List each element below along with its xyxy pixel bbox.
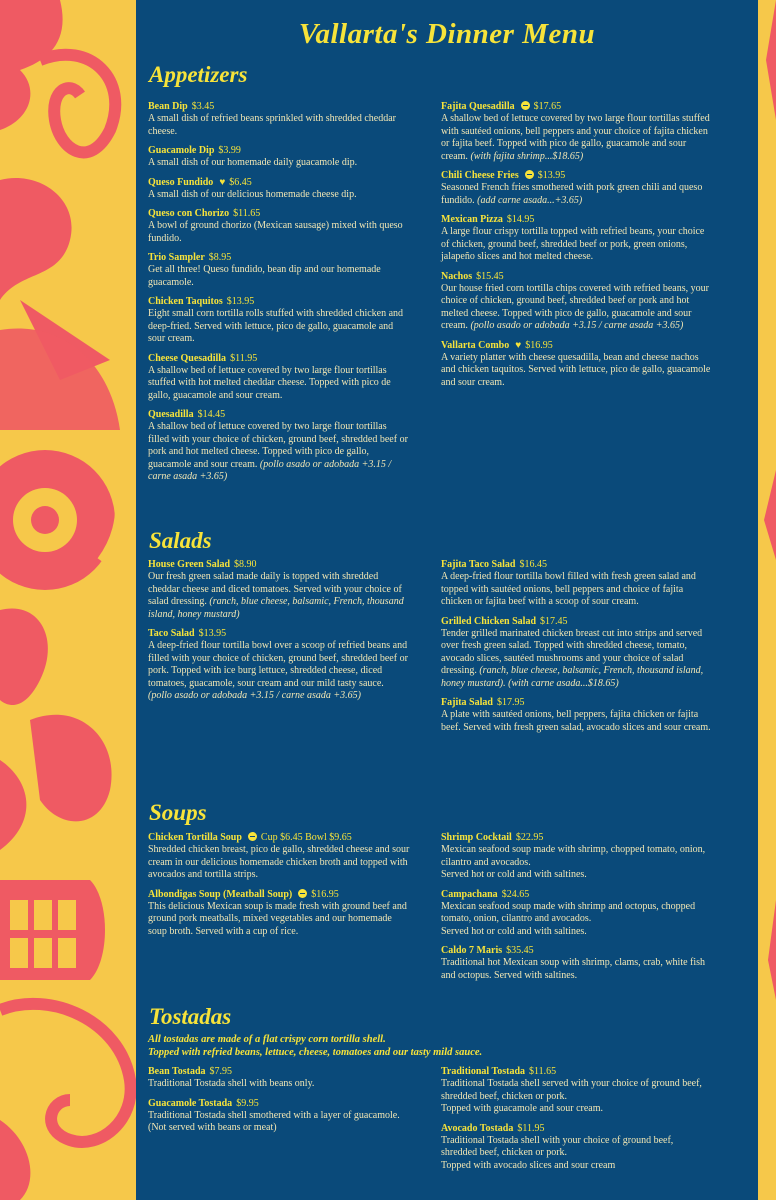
- decorative-edge-art: [758, 0, 776, 1200]
- section-title-salads: Salads: [149, 528, 212, 553]
- menu-item-name: Caldo 7 Maris: [441, 945, 503, 956]
- menu-item: [441, 100, 711, 163]
- menu-item-description: [148, 220, 410, 245]
- menu-item-header: [148, 100, 410, 113]
- menu-item-header: [148, 352, 410, 365]
- menu-item-description: [148, 113, 410, 138]
- spicy-icon: [521, 101, 530, 110]
- menu-item-price: $11.95: [230, 352, 258, 364]
- menu-item-header: [148, 251, 410, 264]
- menu-item: [148, 1097, 410, 1135]
- menu-item: [148, 295, 410, 346]
- menu-item-description-text: Our house fried corn tortilla chips covered with refried beans, your choice of chicken, ground beef, shredded beef or pork and hot melted cheese. Topped with pico de gallo, guacamole and sour cream.: [441, 282, 709, 331]
- menu-item-description-text: A shallow bed of lettuce covered by two large flour tortillas filled with your choice of chicken, ground beef, shredded beef or pork and hot melted cheese. Topped with pico de gallo, guacamole and sour cream.: [148, 421, 408, 470]
- menu-item-name: Fajita Taco Salad: [441, 559, 516, 570]
- menu-item-description: [441, 628, 711, 691]
- menu-item-description-text: A deep-fried flour tortilla bowl over a scoop of refried beans and filled with your choice of chicken, ground beef, shredded beef or pork. Topped with ice burg lettuce, shredded cheese, diced tomatoes, guacamole, sour cream and our mild tasty sauce.: [148, 640, 408, 689]
- menu-item-header: [441, 944, 711, 957]
- menu-item-price: $17.65: [533, 101, 562, 112]
- menu-item-option-note: (pollo asado or adobada +3.15 / carne asada +3.65): [470, 320, 684, 331]
- menu-item-header: [148, 295, 410, 308]
- menu-item-price: $6.45: [229, 176, 252, 188]
- menu-item-price: $14.95: [506, 214, 535, 225]
- menu-item-description-text: Traditional hot Mexican soup with shrimp, clams, crab, white fish and octopus. Served with saltines.: [441, 957, 706, 981]
- menu-item-header: [441, 339, 711, 352]
- menu-item-description: [148, 157, 410, 170]
- menu-item-header: [148, 1097, 410, 1110]
- tostadas-left-column: [148, 1065, 410, 1141]
- salads-left-column: [148, 558, 410, 709]
- menu-item-header: [441, 1065, 711, 1078]
- menu-item: [441, 169, 711, 207]
- menu-item-serving-note: Topped with avocado slices and sour cream: [441, 1159, 616, 1171]
- menu-item-name: Traditional Tostada: [441, 1066, 526, 1077]
- tostadas-intro-line-2: Topped with refried beans, lettuce, cheese, tomatoes and our tasty mild sauce.: [148, 1047, 483, 1058]
- menu-item-description: [441, 1078, 711, 1103]
- menu-item-description-text: Traditional Tostada shell with your choice of ground beef, shredded beef, chicken or pork.: [441, 1134, 674, 1158]
- menu-item: [441, 1122, 711, 1173]
- menu-item-description-text: A small dish of refried beans sprinkled with shredded cheddar cheese.: [148, 113, 396, 137]
- menu-item-description: [148, 571, 410, 621]
- menu-item-description-text: Eight small corn tortilla rolls stuffed with shredded chicken and deep-fried. Served with lettuce, pico de gallo, guacamole and sour cream.: [148, 308, 404, 344]
- menu-item-name: Bean Dip: [148, 101, 188, 112]
- menu-item-name: Guacamole Tostada: [148, 1097, 233, 1109]
- menu-item-name: Quesadilla: [148, 409, 194, 420]
- menu-item-header: [441, 696, 711, 709]
- menu-item: [148, 251, 410, 289]
- menu-item: [441, 696, 711, 734]
- menu-item-name: Trio Sampler: [148, 252, 205, 263]
- menu-item-header: [441, 1122, 711, 1135]
- menu-item-description-text: Shredded chicken breast, pico de gallo, shredded cheese and sour cream in our delicious homemade chicken broth and topped with avocados and tortilla strips.: [148, 844, 410, 880]
- menu-item-description: [148, 264, 410, 289]
- menu-item-description: [441, 901, 711, 926]
- menu-item: [441, 831, 711, 882]
- menu-item-header: [441, 888, 711, 901]
- menu-item-price: $13.95: [198, 628, 227, 639]
- menu-item-serving-note: Topped with guacamole and sour cream.: [441, 1103, 604, 1114]
- heart-icon: ♥: [219, 176, 226, 188]
- menu-item-description: [441, 226, 711, 264]
- menu-item-description-text: Seasoned French fries smothered with pork green chili and queso fundido.: [441, 182, 703, 206]
- menu-item-description: [148, 844, 410, 882]
- menu-item-price: $9.95: [236, 1097, 259, 1109]
- menu-item-description: [441, 957, 711, 982]
- menu-item-name: Guacamole Dip: [148, 145, 215, 156]
- menu-item-name: Campachana: [441, 888, 498, 900]
- menu-title: Vallarta's Dinner Menu: [298, 18, 596, 50]
- menu-item-price: $22.95: [515, 832, 544, 843]
- soups-left-column: [148, 831, 410, 944]
- menu-item: [148, 888, 410, 939]
- menu-item-option-note: (pollo asado or adobada +3.15 / carne asada +3.65): [148, 458, 392, 482]
- menu-item-name: Grilled Chicken Salad: [441, 615, 537, 627]
- menu-item-name: Queso con Chorizo: [148, 208, 230, 219]
- menu-item-name: Chicken Taquitos: [148, 296, 223, 307]
- menu-item-description-text: A shallow bed of lettuce covered by two large flour tortillas stuffed with hot melted cheddar cheese. Topped with pico de gallo, guacamole and sour cream.: [148, 364, 391, 401]
- menu-item-description-text: Get all three! Queso fundido, bean dip and our homemade guacamole.: [148, 264, 381, 288]
- menu-item-description-text: This delicious Mexican soup is made fresh with ground beef and ground pork meatballs, mixed vegetables and our homemade soup broth. Served with a cup of rice.: [148, 900, 407, 937]
- tostadas-right-column: [441, 1065, 711, 1178]
- menu-item-description: [148, 640, 410, 703]
- menu-item-header: [148, 144, 410, 157]
- menu-item-header: [148, 831, 410, 844]
- menu-item-description-text: Traditional Tostada shell served with your choice of ground beef, shredded beef, chicken or pork.: [441, 1078, 702, 1102]
- menu-item-price: $16.95: [525, 339, 553, 351]
- appetizers-left-column: [148, 100, 410, 490]
- menu-item-price: $8.90: [234, 559, 257, 570]
- menu-item-header: [441, 100, 711, 113]
- menu-item-option-note: (ranch, blue cheese, balsamic, French, thousand island, honey mustard): [148, 596, 404, 620]
- menu-item: [148, 352, 410, 403]
- menu-item-price: Cup $6.45 Bowl $9.65: [260, 832, 352, 843]
- menu-item-description: [441, 283, 711, 333]
- menu-item: [441, 615, 711, 691]
- menu-item-description: [441, 571, 711, 609]
- menu-item-description-text: Traditional Tostada shell smothered with a layer of guacamole. (Not served with beans or meat): [148, 1109, 400, 1133]
- menu-item: [441, 1065, 711, 1116]
- menu-item-description-text: A shallow bed of lettuce covered by two large flour tortillas stuffed with sautéed onions, bell peppers and your choice of fajita chicken or fajita beef. Topped with pico de gallo, guacamole and sour cream.: [441, 113, 710, 162]
- menu-item-description: [441, 182, 711, 207]
- menu-item-name: Queso Fundido: [148, 176, 214, 188]
- menu-item-description: [148, 189, 410, 202]
- section-title-appetizers: Appetizers: [149, 62, 248, 87]
- menu-item-option-note: (ranch, blue cheese, balsamic, French, thousand island, honey mustard). (with carne asada...$18.65): [441, 665, 704, 689]
- soups-right-column: [441, 831, 711, 988]
- spicy-icon: [248, 832, 257, 841]
- menu-item: [148, 1065, 410, 1091]
- menu-item-description-text: Our fresh green salad made daily is topped with shredded cheddar cheese and diced tomatoes. Served with your choice of salad dressing.: [148, 571, 402, 607]
- menu-item-header: [148, 558, 410, 571]
- salads-right-column: [441, 558, 711, 740]
- menu-panel: [136, 0, 758, 1200]
- menu-item-price: $11.95: [517, 1122, 545, 1134]
- menu-item-header: [441, 270, 711, 283]
- menu-item-header: [148, 176, 410, 189]
- menu-item-name: Avocado Tostada: [441, 1122, 514, 1134]
- menu-item: [441, 213, 711, 264]
- menu-item-price: $15.45: [476, 270, 504, 282]
- menu-item-description: [148, 901, 410, 939]
- menu-item-header: [148, 1065, 410, 1078]
- menu-item: [148, 627, 410, 703]
- menu-item-price: $7.95: [209, 1066, 233, 1077]
- menu-item: [441, 558, 711, 609]
- menu-item-description-text: Mexican seafood soup made with shrimp and octopus, chopped tomato, onion, cilantro and avocados.: [441, 900, 696, 924]
- menu-item-price: $13.95: [537, 170, 566, 181]
- menu-item-description-text: Mexican seafood soup made with shrimp, chopped tomato, onion, cilantro and avocados.: [441, 844, 706, 868]
- menu-item-price: $24.65: [501, 888, 530, 900]
- menu-item-description: [441, 1135, 711, 1160]
- menu-item: [148, 176, 410, 202]
- menu-item-name: Fajita Salad: [441, 697, 493, 708]
- menu-item-description-text: Tender grilled marinated chicken breast cut into strips and served over fresh green salad. Topped with shredded cheese, tomato, avocado slices, sautéed mushrooms and your choice of salad dressing.: [441, 627, 703, 676]
- menu-item-name: Shrimp Cocktail: [441, 832, 512, 843]
- menu-item-description: [441, 844, 711, 869]
- menu-item-name: Fajita Quesadilla: [441, 101, 515, 112]
- menu-item-description: [441, 113, 711, 163]
- menu-item-description: [441, 709, 711, 734]
- menu-item-price: $35.45: [506, 945, 534, 956]
- menu-item-name: Chicken Tortilla Soup: [148, 832, 242, 843]
- menu-item-description-text: A small dish of our homemade daily guacamole dip.: [148, 157, 358, 168]
- menu-item-name: House Green Salad: [148, 559, 231, 570]
- menu-item-name: Chili Cheese Fries: [441, 170, 519, 181]
- menu-item-price: $16.95: [311, 888, 339, 900]
- menu-item-serving-note: Served hot or cold and with saltines.: [441, 869, 587, 880]
- menu-item-price: $8.95: [208, 252, 232, 263]
- menu-item-price: $11.65: [529, 1066, 557, 1077]
- menu-item: [148, 408, 410, 484]
- menu-item-header: [148, 408, 410, 421]
- menu-item-header: [441, 558, 711, 571]
- menu-item-description: [441, 352, 711, 390]
- menu-item-option-note: (pollo asado or adobada +3.15 / carne asada +3.65): [148, 690, 361, 701]
- menu-item-serving-note: Served hot or cold and with saltines.: [441, 925, 587, 937]
- menu-item: [441, 270, 711, 333]
- menu-item-header: [148, 888, 410, 901]
- menu-item-header: [441, 831, 711, 844]
- menu-item-description: [148, 365, 410, 403]
- menu-item-description: [148, 1078, 410, 1091]
- menu-item: [441, 339, 711, 390]
- menu-item-price: $17.45: [540, 615, 568, 627]
- spicy-icon: [525, 170, 534, 179]
- menu-item-header: [441, 615, 711, 628]
- menu-item-price: $3.45: [191, 101, 215, 112]
- menu-item-name: Mexican Pizza: [441, 214, 503, 225]
- menu-item-name: Nachos: [441, 270, 473, 282]
- menu-item-description-text: A small dish of our delicious homemade cheese dip.: [148, 188, 357, 200]
- section-title-soups: Soups: [149, 800, 207, 825]
- menu-item-header: [148, 627, 410, 640]
- menu-item-name: Albondigas Soup (Meatball Soup): [148, 888, 293, 900]
- menu-item-price: $13.95: [226, 296, 255, 307]
- menu-item-price: $16.45: [519, 559, 547, 570]
- spicy-icon: [298, 889, 307, 898]
- menu-item: [148, 207, 410, 245]
- menu-item-header: [148, 207, 410, 220]
- menu-item: [148, 144, 410, 170]
- menu-item-description-text: A variety platter with cheese quesadilla, bean and cheese nachos and chicken taquitos. Served with lettuce, pico de gallo, guacamole and sour cream.: [441, 351, 711, 388]
- menu-item-option-note: (with fajita shrimp...$18.65): [470, 150, 584, 162]
- menu-item-option-note: (add carne asada...+3.65): [477, 194, 583, 206]
- menu-item-description: [148, 1110, 410, 1135]
- menu-item-description-text: A large flour crispy tortilla topped with refried beans, your choice of chicken, ground beef, shredded beef or pork, green onions, jalapeño slices and hot melted cheese.: [441, 226, 705, 262]
- menu-item-description-text: A plate with sautéed onions, bell peppers, fajita chicken or fajita beef. Served with fresh green salad, avocado slices and sour cream.: [441, 709, 711, 733]
- menu-item-description-text: A deep-fried flour tortilla bowl filled with fresh green salad and topped with sautéed onions, bell peppers and choice of fajita chicken or fajita beef with a scoop of sour cream.: [441, 571, 696, 607]
- menu-item-name: Taco Salad: [148, 628, 195, 639]
- menu-item-name: Bean Tostada: [148, 1066, 206, 1077]
- menu-item-price: $3.99: [218, 145, 241, 156]
- tostadas-intro-line-1: All tostadas are made of a flat crispy corn tortilla shell.: [148, 1034, 386, 1045]
- menu-item: [148, 831, 410, 882]
- menu-item-price: $11.65: [233, 208, 261, 219]
- tostadas-intro: [148, 1033, 738, 1059]
- menu-item-price: $17.95: [496, 697, 525, 708]
- menu-item-description: [148, 421, 410, 484]
- menu-item-description-text: A bowl of ground chorizo (Mexican sausage) mixed with queso fundido.: [148, 220, 403, 244]
- menu-item: [441, 944, 711, 982]
- menu-item-price: $14.45: [197, 409, 226, 420]
- menu-item-name: Cheese Quesadilla: [148, 352, 227, 364]
- menu-item: [148, 100, 410, 138]
- menu-item-description-text: Traditional Tostada shell with beans only.: [148, 1078, 315, 1089]
- menu-item: [441, 888, 711, 939]
- menu-item-name: Vallarta Combo: [441, 339, 510, 351]
- menu-item-description: [148, 308, 410, 346]
- menu-item: [148, 558, 410, 621]
- heart-icon: ♥: [515, 339, 522, 351]
- decorative-sugar-skull-art: [0, 0, 136, 1200]
- section-title-tostadas: Tostadas: [149, 1004, 232, 1029]
- appetizers-right-column: [441, 100, 711, 395]
- menu-item-header: [441, 169, 711, 182]
- menu-item-header: [441, 213, 711, 226]
